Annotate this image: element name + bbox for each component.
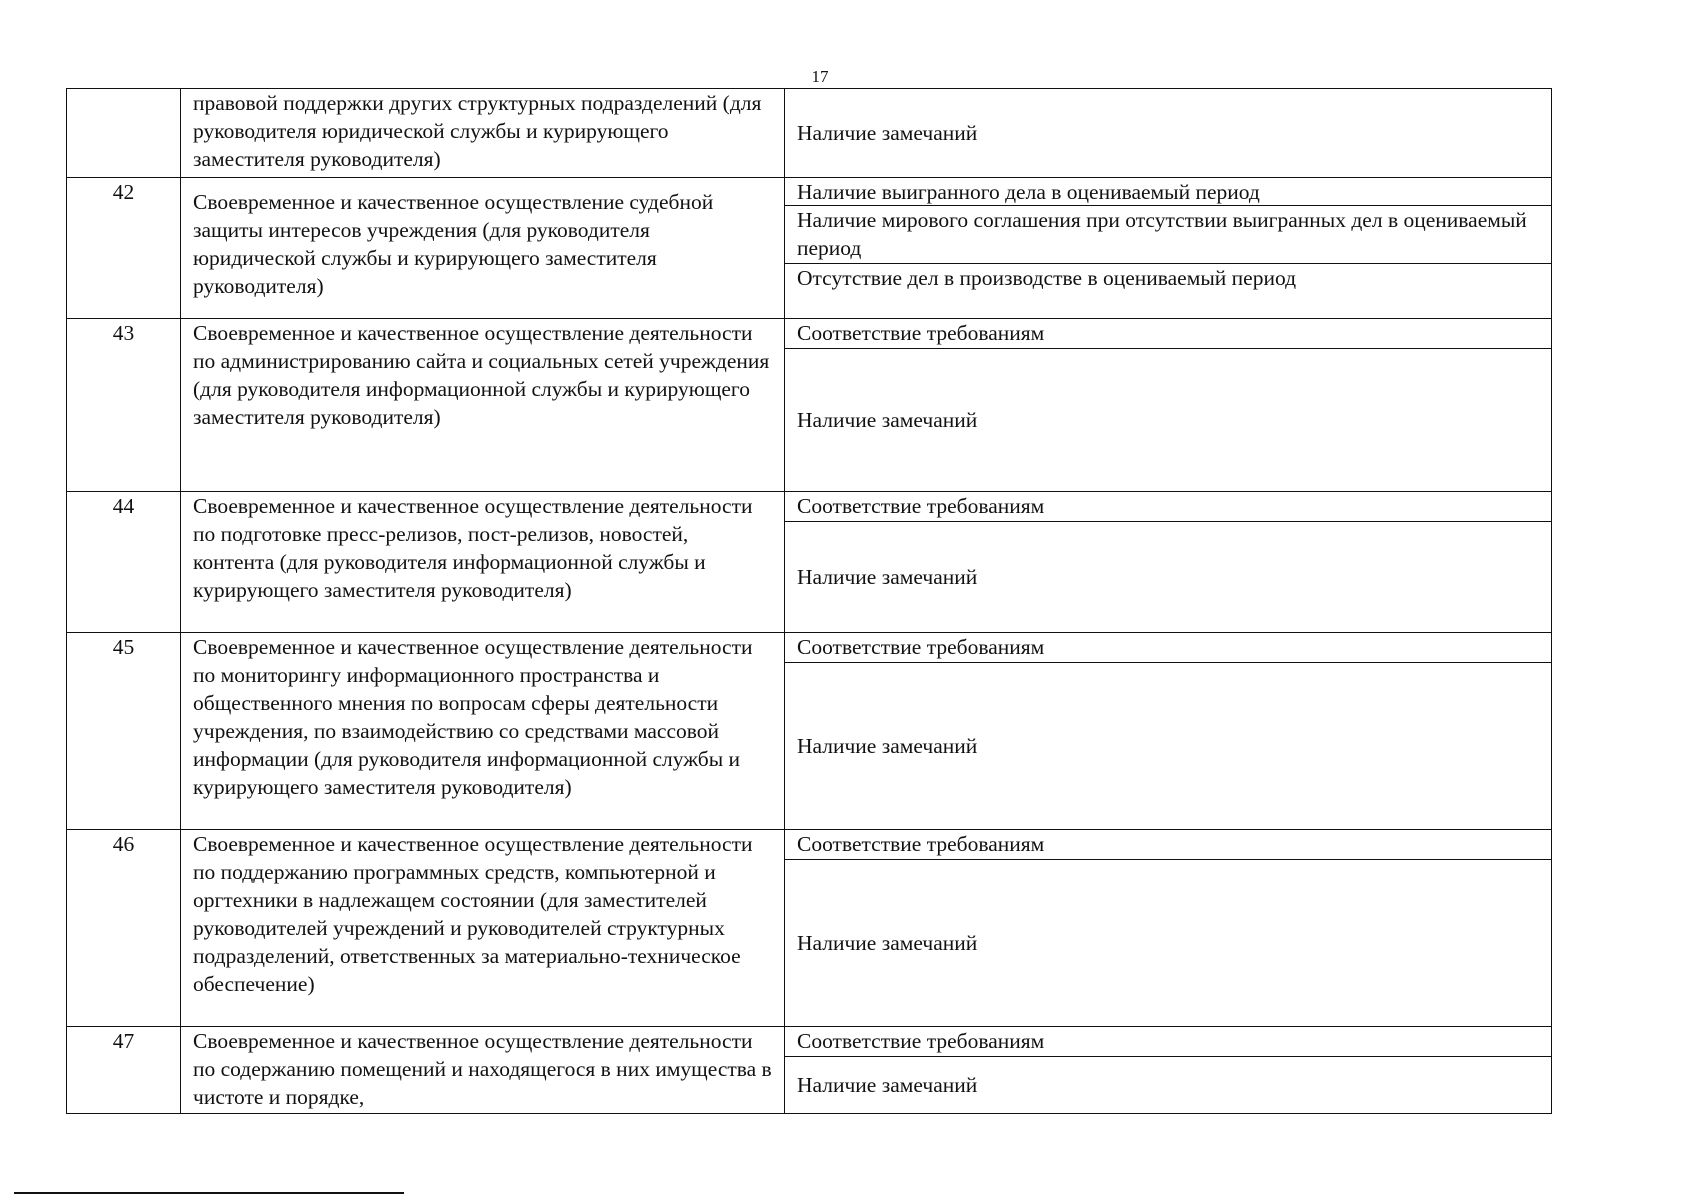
row-number: 46 [67,830,181,1027]
table-row [67,89,1552,178]
criterion: Соответствие требованиям [785,830,1551,860]
criterion: Отсутствие дел в производстве в оцениваемый период [797,266,1297,290]
row-number: 47 [67,1027,181,1114]
footnote-separator [14,1192,404,1194]
criterion: Соответствие требованиям [785,319,1551,349]
table-row [67,633,1552,830]
table-row [67,1027,1552,1114]
criterion: Наличие мирового соглашения при отсутствии выигранных дел в оцениваемый период [785,206,1551,264]
table-row [67,319,1552,492]
criterion: Наличие замечаний [797,734,978,758]
criterion: Наличие выигранного дела в оцениваемый период [785,178,1551,206]
criteria-cell [785,633,1552,830]
row-number: 44 [67,492,181,633]
row-number: 45 [67,633,181,830]
row-description-text: Своевременное и качественное осуществление судебной защиты интересов учреждения (для руководителя юридической службы и курирующего заместителя руководителя) [193,190,714,298]
criterion: Наличие замечаний [797,408,978,432]
criteria-cell [785,319,1552,492]
table-row [67,830,1552,1027]
criterion: Наличие замечаний [797,565,978,589]
criterion: Наличие замечаний [797,1073,978,1097]
criteria-cell [785,89,1552,178]
table-row [67,492,1552,633]
row-number [67,89,181,178]
criterion: Наличие замечаний [797,931,978,955]
criterion: Наличие замечаний [797,121,978,145]
table-row [67,178,1552,319]
row-description: правовой поддержки других структурных подразделений (для руководителя юридической службы и курирующего заместителя руководителя) [181,89,785,178]
criteria-cell [785,178,1552,319]
page-number: 17 [811,67,829,86]
row-description: Своевременное и качественное осуществление деятельности по мониторингу информационного пространства и общественного мнения по вопросам сферы деятельности учреждения, по взаимодействию со средствами массовой информации (для руководителя информационной службы и курирующего заместителя руководителя) [181,633,785,830]
criteria-cell [785,492,1552,633]
row-description: Своевременное и качественное осуществление деятельности по поддержанию программных средств, компьютерной и оргтехники в надлежащем состоянии (для заместителей руководителей учреждений и руководителей структурных подразделений, ответственных за материально-техническое обеспечение) [181,830,785,1027]
criterion: Соответствие требованиям [785,1027,1551,1057]
row-description: Своевременное и качественное осуществление деятельности по содержанию помещений и находящегося в них имущества в чистоте и порядке, [181,1027,785,1114]
row-number: 42 [67,178,181,319]
criterion: Соответствие требованиям [785,633,1551,663]
criterion: Соответствие требованиям [785,492,1551,522]
row-description [181,178,785,319]
criteria-table [66,88,1552,1114]
row-description: Своевременное и качественное осуществление деятельности по администрированию сайта и социальных сетей учреждения (для руководителя информационной службы и курирующего заместителя руководителя) [181,319,785,492]
criteria-cell [785,830,1552,1027]
row-number: 43 [67,319,181,492]
row-description: Своевременное и качественное осуществление деятельности по подготовке пресс-релизов, пост-релизов, новостей, контента (для руководителя информационной службы и курирующего заместителя руководителя) [181,492,785,633]
criteria-cell [785,1027,1552,1114]
